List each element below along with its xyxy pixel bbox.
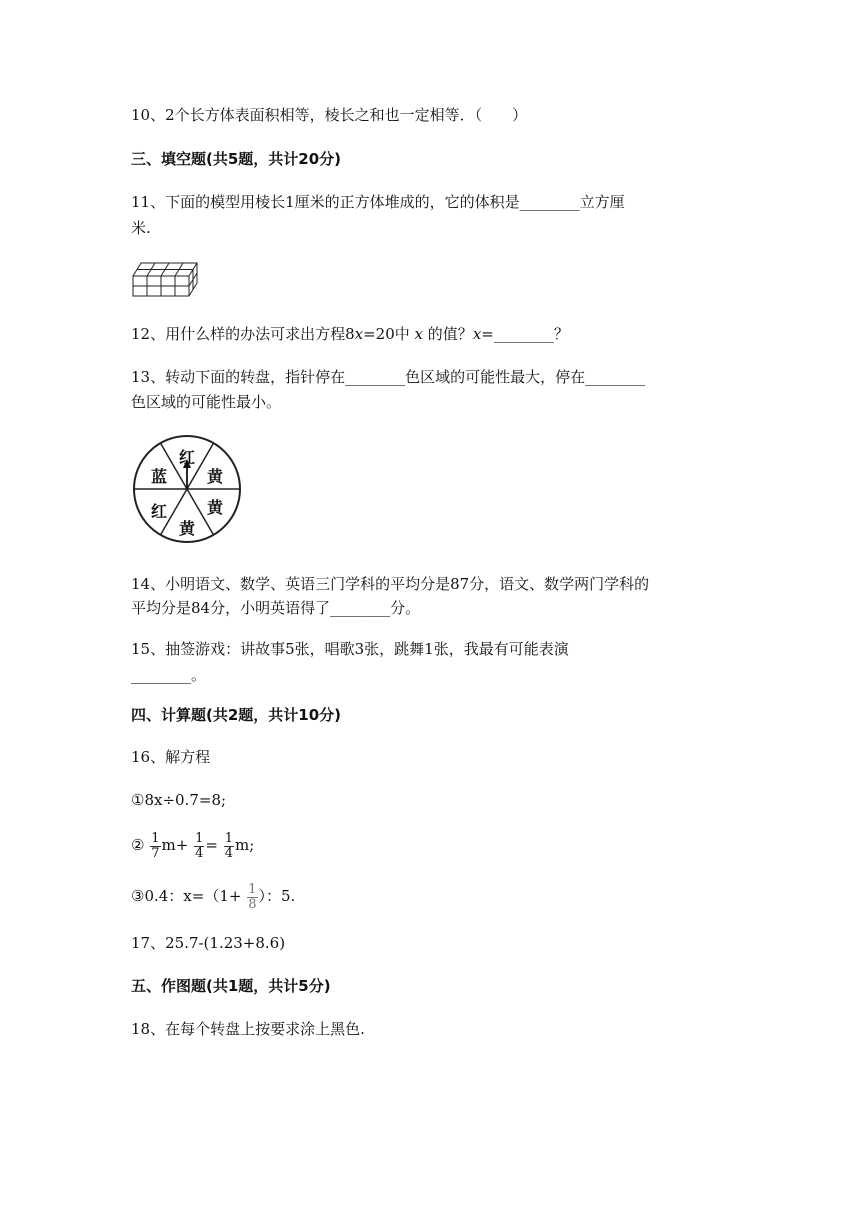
fraction-1-8: $\frac{1}{8}$ xyxy=(248,881,257,912)
q12-text-d: =________？ xyxy=(481,325,569,343)
fraction-1-4-b: $\frac{1}{4}$ xyxy=(224,830,234,861)
question-12 xyxy=(131,323,569,345)
question-14-line1: 14、小明语文、数学、英语三门学科的平均分是87分，语文、数学两门学科的 xyxy=(131,575,650,593)
sector-label: 蓝 xyxy=(150,467,168,486)
q12-text-b: =20中 xyxy=(363,325,410,343)
sector-label: 黄 xyxy=(178,519,196,538)
fraction-1-4-a: $\frac{1}{4}$ xyxy=(195,830,204,861)
question-13-line1: 13、转动下面的转盘，指针停在________色区域的可能性最大，停在________ xyxy=(131,368,646,386)
eq3-text-b: ）：5. xyxy=(258,887,296,905)
question-10: 10、2个长方体表面积相等，棱长之和也一定相等．（ ） xyxy=(131,106,528,124)
equation-3 xyxy=(131,879,295,913)
equation-1: ①8x÷0.7=8; xyxy=(131,791,227,809)
eq2-number: ② xyxy=(131,836,145,854)
eq2-text-a: m+ xyxy=(161,836,189,854)
section-5-heading: 五、作图题(共1题，共计5分) xyxy=(131,977,331,995)
eq2-text-b: m; xyxy=(235,836,255,854)
eq2-equals: = xyxy=(205,836,218,854)
q12-var-x2: x xyxy=(414,325,424,343)
q12-var-x3: x xyxy=(472,325,482,343)
question-11-line1: 11、下面的模型用棱长1厘米的正方体堆成的，它的体积是________立方厘 xyxy=(131,193,625,211)
eq3-text-a: ③0.4：x=（1+ xyxy=(131,887,242,905)
question-15-line2: ________。 xyxy=(131,666,207,684)
section-3-heading: 三、填空题(共5题，共计20分) xyxy=(131,150,342,168)
question-15-line1: 15、抽签游戏：讲故事5张，唱歌3张，跳舞1张，我最有可能表演 xyxy=(131,640,569,658)
section-4-heading: 四、计算题(共2题，共计10分) xyxy=(131,706,342,724)
q12-text-c: 的值？ xyxy=(427,325,473,343)
spinner-wheel xyxy=(131,433,243,545)
question-17: 17、25.7-(1.23+8.6) xyxy=(131,934,286,952)
question-13-line2: 色区域的可能性最小。 xyxy=(131,393,282,411)
question-18: 18、在每个转盘上按要求涂上黑色. xyxy=(131,1020,365,1038)
q12-text-a: 12、用什么样的办法可求出方程8 xyxy=(131,325,355,343)
question-14-line2: 平均分是84分，小明英语得了________分。 xyxy=(131,599,421,617)
fraction-1-7: $\frac{1}{7}$ xyxy=(151,830,160,861)
q12-var-x1: x xyxy=(354,325,364,343)
question-16-title: 16、解方程 xyxy=(131,748,211,766)
sector-label: 红 xyxy=(150,502,168,521)
equation-2 xyxy=(131,828,254,862)
sector-label: 黄 xyxy=(206,467,224,486)
cube-model-figure xyxy=(131,260,199,300)
question-11-line2: 米. xyxy=(131,219,151,237)
sector-label: 红 xyxy=(178,448,196,467)
sector-label: 黄 xyxy=(206,498,224,517)
